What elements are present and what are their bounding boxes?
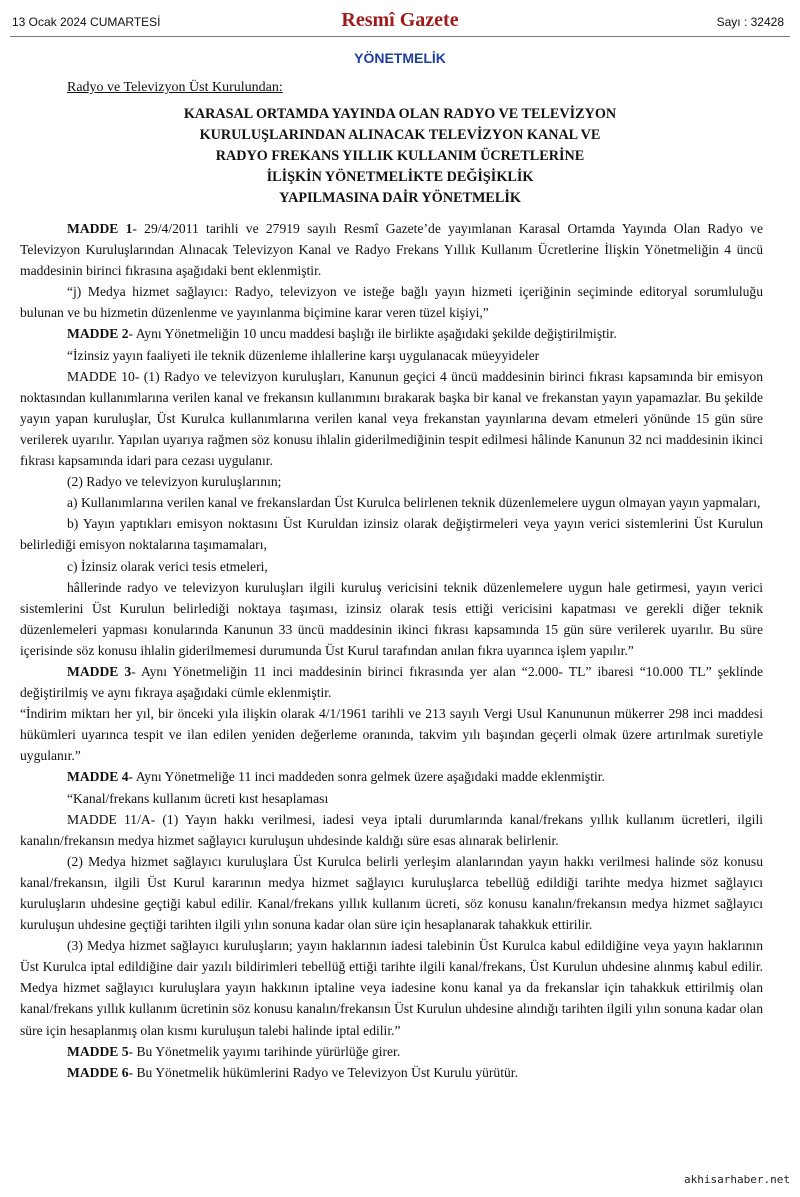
paragraph-text: - Aynı Yönetmeliğe 11 inci maddeden sonra gelmek üzere aşağıdaki madde eklenmiştir. [128,769,605,785]
body-paragraph [20,851,763,935]
paragraph-text: hâllerinde radyo ve televizyon kuruluşları ilgili kuruluş vericisini teknik düzenlemelere uygun hale getirmesi, yayın verici sistemlerini Üst Kurulun belirlediği noktaya taşıması, izinsiz olarak tesis ettiği vericisini kapatması ve gerekli diğer teknik düzenlemeleri yapması konularında Kanunun 33 üncü maddesinin ikinci fıkrası kapsamında 15 gün süre verilerek uyarılır. Bu süre içerisinde söz konusu ihlalin giderilmemesi durumunda Üst Kurul tarafından anılan fıkra uyarınca işlem yapılır.” [20,579,763,658]
issue-number: Sayı : 32428 [716,15,784,29]
title-line: İLİŞKİN YÖNETMELİKTE DEĞİŞİKLİK [266,169,534,185]
article-number: MADDE 4 [67,769,129,785]
paragraph-text: - Bu Yönetmelik hükümlerini Radyo ve Televizyon Üst Kurulu yürütür. [128,1064,518,1080]
article-number: MADDE 5 [67,1043,129,1059]
article-paragraph [20,1062,763,1083]
article-paragraph [20,766,763,787]
paragraph-text: “İndirim miktarı her yıl, bir önceki yıla ilişkin olarak 4/1/1961 tarihli ve 213 sayılı Vergi Usul Kanununun mükerrer 298 inci maddesi hükümleri uyarınca tespit ve ilan edilen yeniden değerleme oranında, takvim yılı başından geçerli olmak üzere artırılmak suretiyle uygulanır.” [20,706,763,764]
paragraph-text: c) İzinsiz olarak verici tesis etmeleri, [67,558,268,574]
title-line: RADYO FREKANS YILLIK KULLANIM ÜCRETLERİNE [215,148,585,164]
title-line: KURULUŞLARINDAN ALINACAK TELEVİZYON KANAL VE [199,127,601,143]
article-paragraph [20,1041,763,1062]
paragraph-text: MADDE 11/A- (1) Yayın hakkı verilmesi, iadesi veya iptali durumlarında kanal/frekans yıllık kullanım ücretleri, ilgili kanalın/frekansın medya hizmet sağlayıcı kuruluşun uhdesinde kaldığı süre esas alınarak belirlenir. [20,811,763,848]
title-line: YAPILMASINA DAİR YÖNETMELİK [279,190,521,206]
paragraph-text: - 29/4/2011 tarihli ve 27919 sayılı Resmî Gazete’de yayımlanan Karasal Ortamda Yayında Olan Radyo ve Televizyon Kuruluşlarından Alınacak Televizyon Kanal ve Radyo Frekans Yıllık Kullanım Ücretlerine İlişkin Yönetmeliğin 4 üncü maddesinin birinci fıkrasına aşağıdaki bent eklenmiştir. [20,221,763,279]
paragraph-text: “İzinsiz yayın faaliyeti ile teknik düzenleme ihlallerine karşı uygulanacak müeyyideler [67,347,540,363]
regulation-body [20,218,763,1083]
body-paragraph [20,577,763,661]
source-watermark: akhisarhaber.net [684,1173,790,1186]
body-paragraph [20,492,763,513]
body-paragraph [20,935,763,1040]
paragraph-text: a) Kullanımlarına verilen kanal ve frekanslardan Üst Kurulca belirlenen teknik düzenlemelere uygun olmayan yayın yapmaları, [67,495,761,511]
article-paragraph [20,661,763,703]
regulation-title [100,104,700,209]
title-line: KARASAL ORTAMDA YAYINDA OLAN RADYO VE TELEVİZYON [183,106,617,122]
article-number: MADDE 3 [67,663,132,679]
body-paragraph [20,513,763,555]
paragraph-text: - Aynı Yönetmeliğin 11 inci maddesinin birinci fıkrasında yer alan “2.000- TL” ibaresi “10.000 TL” şeklinde değiştirilmiş ve aynı fıkraya aşağıdaki cümle eklenmiştir. [20,663,764,701]
section-heading: YÖNETMELİK [354,50,446,66]
issue-date: 13 Ocak 2024 CUMARTESİ [12,15,161,29]
paragraph-text: “Kanal/frekans kullanım ücreti kıst hesaplaması [67,790,329,806]
article-number: MADDE 2 [67,326,129,342]
body-paragraph [20,281,763,323]
paragraph-text: MADDE 10- (1) Radyo ve televizyon kuruluşları, Kanunun geçici 4 üncü maddesinin birinci fıkrası kapsamında bir emisyon noktasından kullanımlarına verilen kanal ve frekansın kullanımını bırakarak başka bir kanal ve frekanstan yayın yapamazlar. Bu şekilde yayın yapan kuruluşlar, Üst Kurulca kullanımlarına verilen kanal veya frekanstan yayınlarına devam etmeleri yönünde 15 gün süre verilerek uyarılır. Yapılan uyarıya rağmen söz konusu ihlalin giderilmediğinin tespit edilmesi hâlinde Kanunun 32 nci maddesinin ikinci fıkrası kapsamında idari para cezası uygulanır. [20,368,763,469]
body-paragraph [20,703,763,766]
body-paragraph [20,366,763,471]
body-paragraph [20,345,763,366]
paragraph-text: “j) Medya hizmet sağlayıcı: Radyo, televizyon ve isteğe bağlı yayın hizmeti içeriğinin seçiminde editoryal sorumluluğu bulunan ve bu hizmetin düzenlenme ve yayınlanma biçimine karar veren tüzel kişiyi,” [20,284,763,321]
issuer-line: Radyo ve Televizyon Üst Kurulundan: [67,80,283,95]
body-paragraph [20,471,763,492]
body-paragraph [20,556,763,577]
body-paragraph [20,788,763,809]
gazette-title: Resmî Gazete [341,9,459,31]
paragraph-text: - Aynı Yönetmeliğin 10 uncu maddesi başlığı ile birlikte aşağıdaki şekilde değiştirilmiştir. [128,326,617,342]
paragraph-text: b) Yayın yaptıkları emisyon noktasını Üst Kuruldan izinsiz olarak değiştirmeleri veya yayın verici sistemlerini Üst Kurulun belirlediği emisyon noktalarına taşımamaları, [20,516,763,553]
article-number: MADDE 1 [67,221,133,236]
paragraph-text: (2) Medya hizmet sağlayıcı kuruluşlara Üst Kurulca belirli yerleşim alanlarından yayın hakkı verilmesi halinde söz konusu kanal/frekansın, ilgili Üst Kurul kararının medya hizmet sağlayıcı kuruluşlarca tebellüğ edildiği tarihte medya hizmet sağlayıcı kuruluşların uhdesine geçtiği kabul edilir. Kanal/frekans yıllık kullanım ücreti, söz konusu kanalın/frekansın medya hizmet sağlayıcı kuruluşun uhdesine geçtiği tarihten ilgili yılın sonuna kadar olan süre için hesaplanarak tahakkuk ettirilir. [20,853,763,933]
article-paragraph [20,218,763,281]
article-paragraph [20,323,763,344]
paragraph-text: (2) Radyo ve televizyon kuruluşlarının; [67,474,282,490]
paragraph-text: (3) Medya hizmet sağlayıcı kuruluşların; yayın haklarının iadesi talebinin Üst Kurulca kabul edildiğine veya yayın haklarının Üst Kurulca iptal edildiğine dair yazılı bildirimleri tebellüğ ettiği tarihte ilgili kanal/frekans, Üst Kurulun uhdesine alınmış kabul edilir. Medya hizmet sağlayıcı kuruluşlara yayın hakkının iptaline veya iadesine konu kanal ya da frekanslar için tahakkuk ettirilmiş olan kanal/frekans yıllık kullanım ücretinin söz konusu kanalın/frekansın Üst Kurulun uhdesine alındığı tarihten ilgili yılın sonuna kadar olan süre için hesaplanmış olan kısmı kuruluşun talebi halinde iptal edilir.” [20,938,763,1038]
article-number: MADDE 6 [67,1064,129,1080]
body-paragraph [20,809,763,851]
gazette-header [10,6,790,37]
paragraph-text: - Bu Yönetmelik yayımı tarihinde yürürlüğe girer. [128,1043,401,1059]
